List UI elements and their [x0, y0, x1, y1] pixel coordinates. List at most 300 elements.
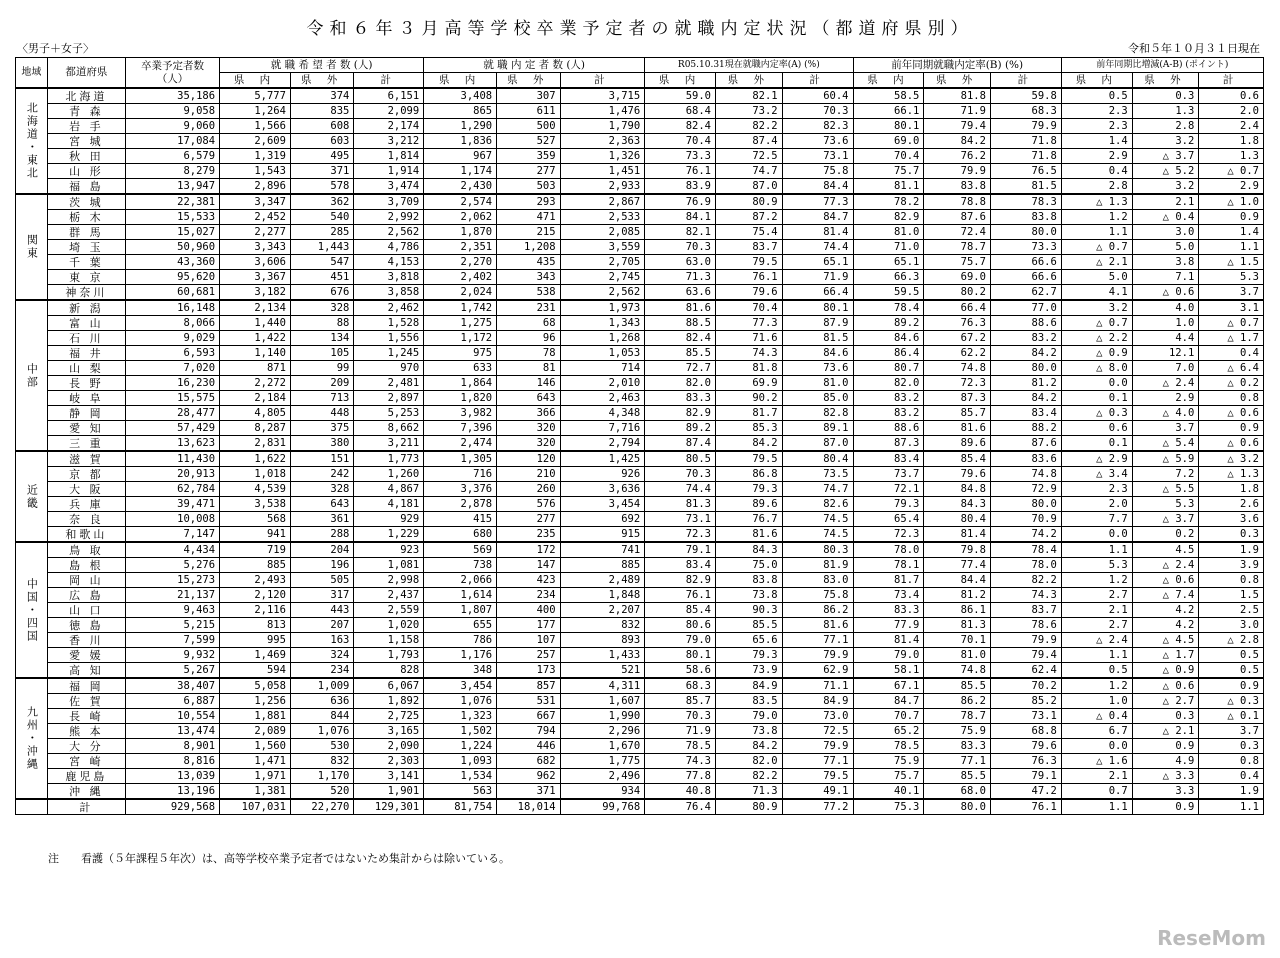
value-cell: 75.0 [716, 558, 783, 573]
value-cell: 78.7 [924, 240, 991, 255]
value-cell: 65.2 [853, 724, 924, 739]
value-cell: 88.6 [990, 316, 1061, 331]
value-cell: 277 [497, 164, 560, 179]
prefecture-name: 福 岡 [47, 678, 125, 694]
value-cell: 0.1 [1061, 436, 1132, 452]
subheader-cell: 計 [354, 73, 424, 89]
value-cell: 71.8 [990, 149, 1061, 164]
prefecture-name: 滋 賀 [47, 451, 125, 467]
value-cell: 1.9 [1199, 784, 1264, 800]
value-cell: 915 [560, 527, 645, 543]
value-cell: 79.6 [716, 285, 783, 301]
value-cell: 163 [290, 633, 353, 648]
value-cell: 5.3 [1132, 497, 1199, 512]
graduates-cell: 5,215 [125, 618, 219, 633]
value-cell: 74.4 [645, 482, 716, 497]
value-cell: 2,462 [354, 300, 424, 316]
value-cell: 81.0 [782, 376, 853, 391]
prefecture-name: 三 重 [47, 436, 125, 452]
value-cell: 72.5 [782, 724, 853, 739]
value-cell: △ 0.9 [1061, 346, 1132, 361]
value-cell: 134 [290, 331, 353, 346]
value-cell: 79.8 [924, 542, 991, 558]
value-cell: 435 [497, 255, 560, 270]
value-cell: 79.5 [716, 255, 783, 270]
value-cell: 1,502 [424, 724, 497, 739]
value-cell: 68.4 [645, 104, 716, 119]
value-cell: 569 [424, 542, 497, 558]
value-cell: 76.9 [645, 194, 716, 210]
value-cell: 2.8 [1061, 179, 1132, 195]
table-row [16, 406, 1264, 421]
value-cell: 1,305 [424, 451, 497, 467]
value-cell: 82.1 [716, 88, 783, 104]
value-cell: 78.4 [990, 542, 1061, 558]
value-cell: 79.5 [716, 451, 783, 467]
table-row [16, 678, 1264, 694]
value-cell: 2,452 [220, 210, 291, 225]
value-cell: 2,430 [424, 179, 497, 195]
prefecture-name: 東 京 [47, 270, 125, 285]
value-cell: 87.3 [924, 391, 991, 406]
value-cell: 1,556 [354, 331, 424, 346]
value-cell: 1,425 [560, 451, 645, 467]
value-cell: △ 4.0 [1132, 406, 1199, 421]
prefecture-name: 愛 媛 [47, 648, 125, 663]
value-cell: 521 [560, 663, 645, 679]
value-cell: 540 [290, 210, 353, 225]
value-cell: 2,533 [560, 210, 645, 225]
value-cell: 547 [290, 255, 353, 270]
value-cell: 210 [497, 467, 560, 482]
value-cell: △ 6.4 [1199, 361, 1264, 376]
value-cell: 90.3 [716, 603, 783, 618]
value-cell: 1.1 [1061, 799, 1132, 815]
value-cell: 2.4 [1199, 119, 1264, 134]
value-cell: 2,351 [424, 240, 497, 255]
value-cell: 578 [290, 179, 353, 195]
value-cell: 3.2 [1132, 179, 1199, 195]
value-cell: 81 [497, 361, 560, 376]
value-cell: 4,311 [560, 678, 645, 694]
subheader-cell: 県 外 [1132, 73, 1199, 89]
value-cell: 87.4 [716, 134, 783, 149]
value-cell: 1,290 [424, 119, 497, 134]
prefecture-name: 岐 阜 [47, 391, 125, 406]
value-cell: 71.9 [645, 724, 716, 739]
value-cell: 1,158 [354, 633, 424, 648]
value-cell: 70.3 [645, 709, 716, 724]
value-cell: 7.2 [1132, 467, 1199, 482]
value-cell: 84.4 [782, 179, 853, 195]
value-cell: 83.7 [990, 603, 1061, 618]
value-cell: 1,053 [560, 346, 645, 361]
value-cell: 76.3 [990, 754, 1061, 769]
value-cell: 2,562 [560, 285, 645, 301]
value-cell: 3,606 [220, 255, 291, 270]
value-cell: 362 [290, 194, 353, 210]
value-cell: 941 [220, 527, 291, 543]
value-cell: 3.0 [1199, 618, 1264, 633]
value-cell: 12.1 [1132, 346, 1199, 361]
region-label: 関東 [16, 194, 48, 300]
value-cell: 242 [290, 467, 353, 482]
value-cell: 2,272 [220, 376, 291, 391]
value-cell: △ 2.8 [1199, 633, 1264, 648]
value-cell: 3,212 [354, 134, 424, 149]
prefecture-name: 宮 崎 [47, 754, 125, 769]
value-cell: 1,018 [220, 467, 291, 482]
table-row [16, 119, 1264, 134]
value-cell: 2.1 [1061, 603, 1132, 618]
value-cell: 235 [497, 527, 560, 543]
value-cell: 172 [497, 542, 560, 558]
value-cell: △ 0.3 [1061, 406, 1132, 421]
value-cell: 79.0 [645, 633, 716, 648]
value-cell: 1,264 [220, 104, 291, 119]
value-cell: 80.4 [782, 451, 853, 467]
value-cell: 0.9 [1132, 739, 1199, 754]
value-cell: 80.6 [645, 618, 716, 633]
value-cell: 2,066 [424, 573, 497, 588]
value-cell: 81.4 [782, 225, 853, 240]
value-cell: 1,009 [290, 678, 353, 694]
value-cell: 0.5 [1199, 663, 1264, 679]
value-cell: 81.3 [924, 618, 991, 633]
value-cell: 84.9 [716, 678, 783, 694]
value-cell: 80.9 [716, 194, 783, 210]
value-cell: 967 [424, 149, 497, 164]
value-cell: 75.8 [782, 588, 853, 603]
value-cell: 260 [497, 482, 560, 497]
value-cell: 85.7 [924, 406, 991, 421]
value-cell: 471 [497, 210, 560, 225]
value-cell: 83.7 [716, 240, 783, 255]
value-cell: 324 [290, 648, 353, 663]
value-cell: 80.5 [645, 451, 716, 467]
value-cell: 81.5 [782, 331, 853, 346]
graduates-cell: 15,273 [125, 573, 219, 588]
value-cell: 78.0 [990, 558, 1061, 573]
value-cell: 1,260 [354, 467, 424, 482]
value-cell: 2,496 [560, 769, 645, 784]
value-cell: 66.6 [990, 255, 1061, 270]
value-cell: 1,319 [220, 149, 291, 164]
value-cell: 74.2 [990, 527, 1061, 543]
prefecture-name: 兵 庫 [47, 497, 125, 512]
value-cell: 71.3 [645, 270, 716, 285]
value-cell: 76.1 [716, 270, 783, 285]
value-cell: 359 [497, 149, 560, 164]
value-cell: 835 [290, 104, 353, 119]
value-cell: 2,120 [220, 588, 291, 603]
value-cell: 68.3 [645, 678, 716, 694]
value-cell: 59.5 [853, 285, 924, 301]
value-cell: 285 [290, 225, 353, 240]
total-row [16, 799, 1264, 815]
graduates-cell: 10,008 [125, 512, 219, 527]
value-cell: 3,538 [220, 497, 291, 512]
value-cell: 277 [497, 512, 560, 527]
value-cell: 75.3 [853, 799, 924, 815]
value-cell: 72.7 [645, 361, 716, 376]
graduates-cell: 13,196 [125, 784, 219, 800]
value-cell: △ 2.4 [1132, 558, 1199, 573]
value-cell: 76.4 [645, 799, 716, 815]
value-cell: 82.2 [990, 573, 1061, 588]
value-cell: 77.0 [990, 300, 1061, 316]
value-cell: 865 [424, 104, 497, 119]
value-cell: 1,268 [560, 331, 645, 346]
subheader-cell: 県 外 [924, 73, 991, 89]
value-cell: 72.9 [990, 482, 1061, 497]
table-row [16, 346, 1264, 361]
value-cell: 75.7 [853, 164, 924, 179]
subheader-cell: 県 外 [716, 73, 783, 89]
table-row [16, 361, 1264, 376]
value-cell: 75.7 [924, 255, 991, 270]
prefecture-name: 富 山 [47, 316, 125, 331]
graduates-cell: 6,579 [125, 149, 219, 164]
value-cell: 6.7 [1061, 724, 1132, 739]
subheader-cell: 県 内 [853, 73, 924, 89]
value-cell: 1,020 [354, 618, 424, 633]
value-cell: △ 0.7 [1061, 316, 1132, 331]
value-cell: 3.9 [1199, 558, 1264, 573]
table-row [16, 331, 1264, 346]
value-cell: 81.6 [645, 300, 716, 316]
document-title: 令和６年３月高等学校卒業予定者の就職内定状況（都道府県別） [306, 19, 974, 39]
graduates-cell: 16,148 [125, 300, 219, 316]
value-cell: △ 2.2 [1061, 331, 1132, 346]
value-cell: 2.0 [1061, 497, 1132, 512]
graduates-cell: 8,279 [125, 164, 219, 179]
value-cell: 82.2 [716, 769, 783, 784]
value-cell: 8,662 [354, 421, 424, 436]
value-cell: 2,867 [560, 194, 645, 210]
value-cell: 3,367 [220, 270, 291, 285]
value-cell: 87.0 [782, 436, 853, 452]
value-cell: 73.3 [645, 149, 716, 164]
value-cell: 70.1 [924, 633, 991, 648]
value-cell: 1,528 [354, 316, 424, 331]
value-cell: 82.8 [782, 406, 853, 421]
value-cell: 1.5 [1199, 588, 1264, 603]
value-cell: 67.2 [924, 331, 991, 346]
value-cell: 105 [290, 346, 353, 361]
region-label: 九州・沖縄 [16, 678, 48, 799]
region-label: 北海道・東北 [16, 88, 48, 194]
value-cell: 129,301 [354, 799, 424, 815]
value-cell: 77.3 [716, 316, 783, 331]
value-cell: 568 [220, 512, 291, 527]
value-cell: 5.0 [1061, 270, 1132, 285]
value-cell: 2,090 [354, 739, 424, 754]
value-cell: 1,836 [424, 134, 497, 149]
graduates-cell: 7,147 [125, 527, 219, 543]
value-cell: 1.3 [1132, 104, 1199, 119]
value-cell: 87.3 [853, 436, 924, 452]
value-cell: 1,471 [220, 754, 291, 769]
value-cell: 2,493 [220, 573, 291, 588]
value-cell: 7,716 [560, 421, 645, 436]
value-cell: 857 [497, 678, 560, 694]
value-cell: 84.2 [924, 134, 991, 149]
value-cell: 63.6 [645, 285, 716, 301]
value-cell: 4,539 [220, 482, 291, 497]
value-cell: 77.4 [924, 558, 991, 573]
value-cell: 79.1 [645, 542, 716, 558]
value-cell: 173 [497, 663, 560, 679]
value-cell: 1,820 [424, 391, 497, 406]
value-cell: 70.4 [853, 149, 924, 164]
value-cell: 1,614 [424, 588, 497, 603]
prefecture-name: 徳 島 [47, 618, 125, 633]
value-cell: 78.0 [853, 542, 924, 558]
value-cell: 81.4 [924, 527, 991, 543]
graduates-cell: 10,554 [125, 709, 219, 724]
value-cell: 73.2 [716, 104, 783, 119]
value-cell: 1.1 [1061, 225, 1132, 240]
value-cell: 495 [290, 149, 353, 164]
value-cell: 62.4 [990, 663, 1061, 679]
value-cell: 80.0 [990, 497, 1061, 512]
value-cell: 76.3 [924, 316, 991, 331]
subheader-cell: 県 内 [220, 73, 291, 89]
value-cell: 871 [220, 361, 291, 376]
value-cell: 81.5 [990, 179, 1061, 195]
value-cell: 1.9 [1199, 542, 1264, 558]
prefecture-name: 鳥 取 [47, 542, 125, 558]
value-cell: 204 [290, 542, 353, 558]
value-cell: 3.2 [1061, 300, 1132, 316]
value-cell: 71.0 [853, 240, 924, 255]
value-cell: 81.9 [782, 558, 853, 573]
value-cell: 1,901 [354, 784, 424, 800]
value-cell: 83.3 [645, 391, 716, 406]
prefecture-name: 青 森 [47, 104, 125, 119]
graduates-cell: 20,913 [125, 467, 219, 482]
value-cell: 62.7 [990, 285, 1061, 301]
value-cell: 0.4 [1199, 769, 1264, 784]
value-cell: 2.0 [1199, 104, 1264, 119]
value-cell: △ 3.3 [1132, 769, 1199, 784]
value-cell: 2,010 [560, 376, 645, 391]
value-cell: 82.0 [645, 376, 716, 391]
table-row [16, 285, 1264, 301]
table-row [16, 542, 1264, 558]
table-row [16, 512, 1264, 527]
value-cell: 1,622 [220, 451, 291, 467]
graduates-cell: 6,593 [125, 346, 219, 361]
value-cell: 71.6 [716, 331, 783, 346]
value-cell: △ 3.7 [1132, 512, 1199, 527]
value-cell: 80.1 [853, 119, 924, 134]
value-cell: 415 [424, 512, 497, 527]
value-cell: 1,076 [290, 724, 353, 739]
value-cell: 5,777 [220, 88, 291, 104]
graduates-cell: 8,816 [125, 754, 219, 769]
value-cell: 2,574 [424, 194, 497, 210]
value-cell: 1,174 [424, 164, 497, 179]
value-cell: 2.9 [1199, 179, 1264, 195]
value-cell: 1,275 [424, 316, 497, 331]
value-cell: 4.0 [1132, 300, 1199, 316]
value-cell: △ 7.4 [1132, 588, 1199, 603]
value-cell: 1,814 [354, 149, 424, 164]
table-row [16, 316, 1264, 331]
value-cell: 328 [290, 300, 353, 316]
table-row [16, 451, 1264, 467]
prefecture-name: 茨 城 [47, 194, 125, 210]
value-cell: 72.3 [853, 527, 924, 543]
value-cell: 1,914 [354, 164, 424, 179]
value-cell: 86.1 [924, 603, 991, 618]
value-cell: 2,024 [424, 285, 497, 301]
value-cell: 1,543 [220, 164, 291, 179]
prefecture-name: 沖 縄 [47, 784, 125, 800]
value-cell: 73.8 [716, 724, 783, 739]
value-cell: 73.6 [782, 361, 853, 376]
subheader-cell: 計 [560, 73, 645, 89]
value-cell: △ 2.1 [1061, 255, 1132, 270]
value-cell: 81.6 [716, 527, 783, 543]
value-cell: 2,559 [354, 603, 424, 618]
value-cell: 1,476 [560, 104, 645, 119]
table-row [16, 694, 1264, 709]
value-cell: 975 [424, 346, 497, 361]
value-cell: 0.3 [1132, 88, 1199, 104]
value-cell: 66.4 [782, 285, 853, 301]
value-cell: 1.0 [1132, 316, 1199, 331]
value-cell: 79.9 [990, 119, 1061, 134]
value-cell: 96 [497, 331, 560, 346]
value-cell: 73.8 [716, 588, 783, 603]
value-cell: 423 [497, 573, 560, 588]
prefecture-name: 京 都 [47, 467, 125, 482]
table-row [16, 210, 1264, 225]
value-cell: 81.1 [853, 179, 924, 195]
value-cell: 692 [560, 512, 645, 527]
value-cell: 85.4 [924, 451, 991, 467]
value-cell: 75.8 [782, 164, 853, 179]
value-cell: 0.8 [1199, 391, 1264, 406]
subheader-cell: 計 [1199, 73, 1264, 89]
value-cell: 1,343 [560, 316, 645, 331]
graduates-cell: 95,620 [125, 270, 219, 285]
value-cell: 99 [290, 361, 353, 376]
value-cell: 1.2 [1061, 678, 1132, 694]
value-cell: 2,745 [560, 270, 645, 285]
value-cell: 73.1 [990, 709, 1061, 724]
value-cell: 0.3 [1199, 739, 1264, 754]
value-cell: 371 [497, 784, 560, 800]
value-cell: 1,534 [424, 769, 497, 784]
value-cell: 7,396 [424, 421, 497, 436]
value-cell: 65.1 [782, 255, 853, 270]
value-cell: 1,443 [290, 240, 353, 255]
value-cell: 317 [290, 588, 353, 603]
value-cell: 1,176 [424, 648, 497, 663]
value-cell: 4,805 [220, 406, 291, 421]
value-cell: 374 [290, 88, 353, 104]
value-cell: 89.2 [853, 316, 924, 331]
value-cell: 832 [290, 754, 353, 769]
value-cell: 65.6 [716, 633, 783, 648]
value-cell: 99,768 [560, 799, 645, 815]
value-cell: 1,864 [424, 376, 497, 391]
value-cell: 75.7 [853, 769, 924, 784]
